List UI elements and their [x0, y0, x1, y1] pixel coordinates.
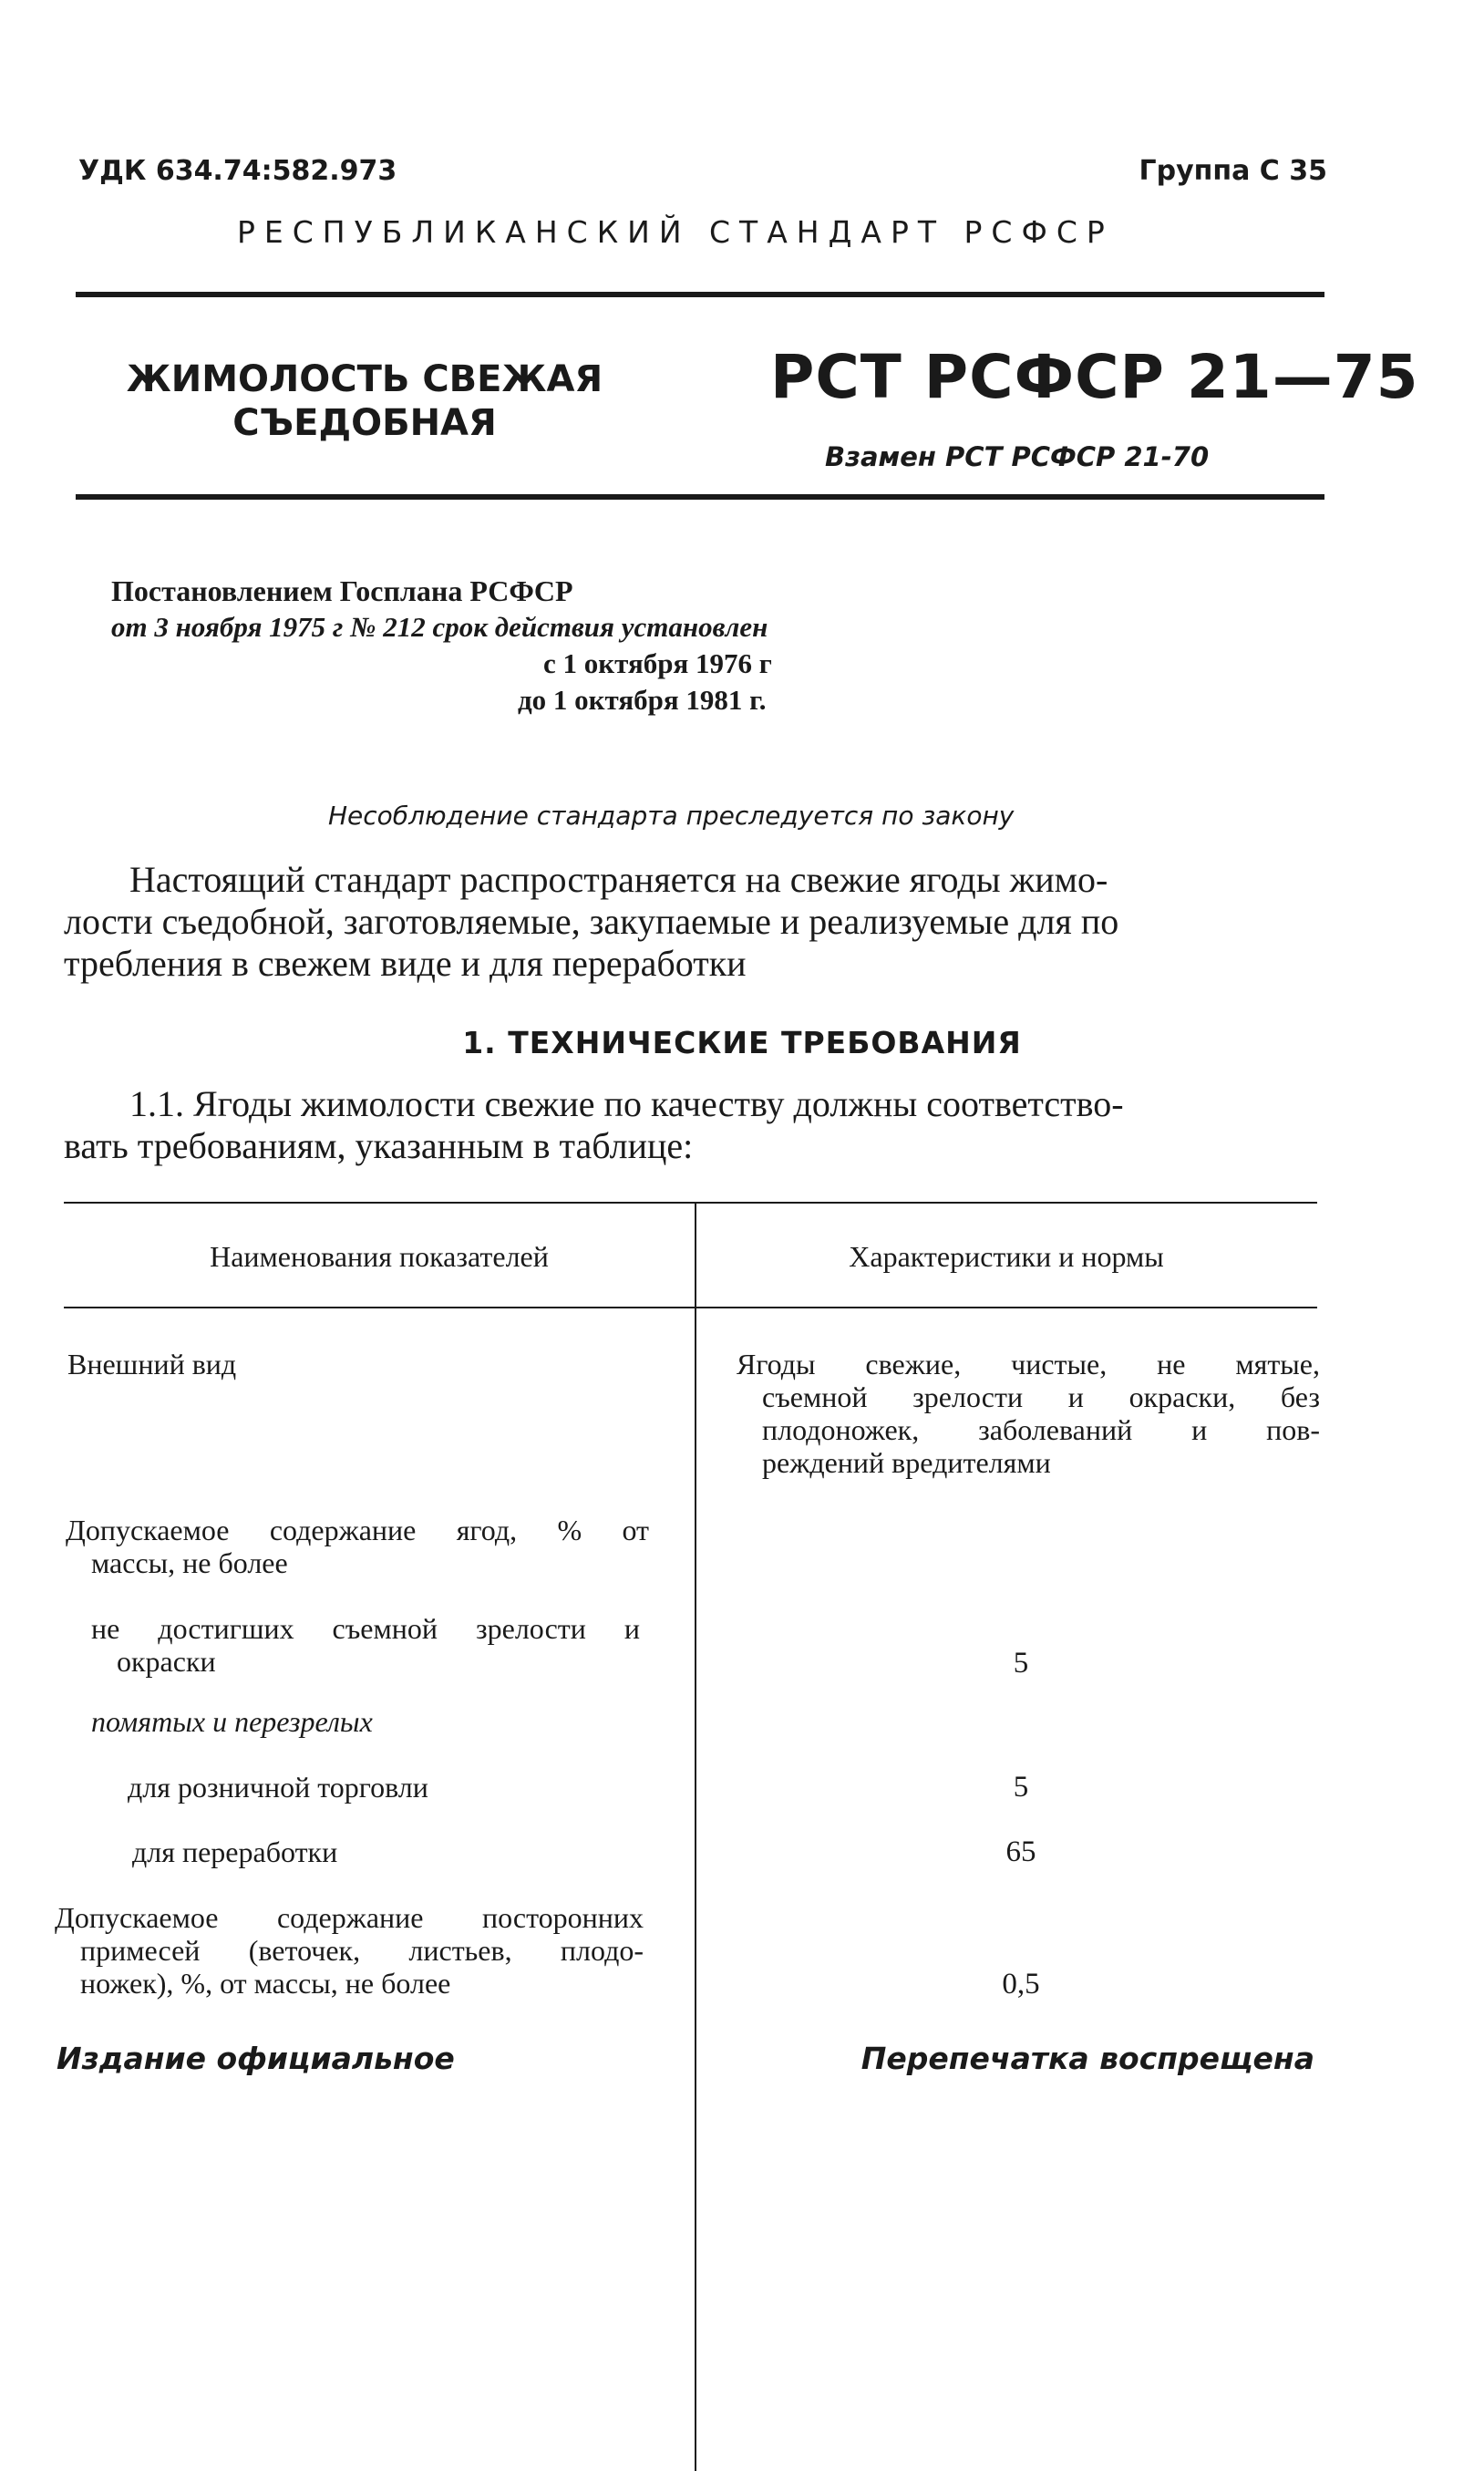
republic-standard-label: РЕСПУБЛИКАНСКИЙ СТАНДАРТ РСФСР — [237, 214, 1114, 250]
section-line-2: вать требованиям, указанным в таблице: — [64, 1125, 694, 1166]
law-notice: Несоблюдение стандарта преследуется по закону — [328, 801, 1015, 831]
title-line-2: СЪЕДОБНАЯ — [232, 402, 497, 444]
intro-line-2: лости съедобной, заготовляемые, закупаемые и реализуемые для по — [64, 901, 1119, 942]
decree-line-4: до 1 октября 1981 г. — [518, 684, 767, 716]
standard-code: РСТ РСФСР 21—75 — [770, 342, 1419, 412]
row-appearance-value — [737, 1348, 1320, 1479]
appearance-value-line-1: Ягоды свежие, чистые, не мятые, — [737, 1348, 1320, 1380]
row-impurities-value: 0,5 — [1002, 1968, 1040, 2001]
top-rule — [76, 292, 1324, 297]
impurities-line-1: Допускаемое содержание посторонних — [55, 1901, 644, 1934]
section-line-1: 1.1. Ягоды жимолости свежие по качеству должны соответство- — [129, 1083, 1124, 1124]
table-header-indicators: Наименования показателей — [210, 1240, 549, 1273]
impurities-line-2: примесей (веточек, листьев, плодо- — [80, 1934, 644, 1967]
row-processing-value: 65 — [1005, 1835, 1036, 1868]
unripe-line-1: не достигших съемной зрелости и — [91, 1612, 640, 1645]
table-top-rule — [64, 1202, 1317, 1204]
intro-line-1: Настоящий стандарт распространяется на свежие ягоды жимо- — [129, 859, 1108, 900]
row-appearance-name: Внешний вид — [67, 1348, 237, 1380]
group-code: Группа С 35 — [1139, 155, 1327, 187]
appearance-value-line-4: реждений вредителями — [762, 1446, 1051, 1479]
row-retail-value: 5 — [1013, 1771, 1029, 1804]
appearance-value-line-2: съемной зрелости и окраски, без — [762, 1380, 1320, 1413]
table-header-norms: Характеристики и нормы — [849, 1240, 1164, 1273]
table-header-rule — [64, 1307, 1317, 1308]
intro-line-3: требления в свежем виде и для переработки — [64, 943, 747, 984]
row-crushed-name: помятых и перезрелых — [91, 1705, 373, 1738]
title-line-1: ЖИМОЛОСТЬ СВЕЖАЯ — [126, 358, 603, 400]
unripe-line-2: окраски — [117, 1645, 216, 1678]
row-retail-name: для розничной торговли — [128, 1771, 428, 1804]
impurities-line-3: ножек), %, от массы, не более — [80, 1967, 451, 2000]
bottom-rule — [76, 494, 1324, 500]
row-unripe-name — [91, 1612, 640, 1678]
footer-reprint-prohibited: Перепечатка воспрещена — [861, 2041, 1314, 2076]
row-processing-name: для переработки — [132, 1835, 338, 1868]
row-allowed-berries-name — [66, 1514, 649, 1579]
section-heading: 1. ТЕХНИЧЕСКИЕ ТРЕБОВАНИЯ — [462, 1025, 1022, 1060]
intro-paragraph — [64, 859, 1331, 985]
allowed-berries-line-2: массы, не более — [91, 1546, 288, 1579]
decree-line-2: от 3 ноября 1975 г № 212 срок действия установлен — [111, 611, 768, 643]
table-column-divider — [695, 1204, 696, 2471]
section-paragraph — [64, 1083, 1331, 1167]
udk-code: УДК 634.74:582.973 — [78, 155, 397, 187]
decree-line-3: с 1 октября 1976 г — [543, 647, 772, 679]
allowed-berries-line-1: Допускаемое содержание ягод, % от — [66, 1514, 649, 1546]
footer-official-edition: Издание официальное — [57, 2041, 455, 2076]
standard-title — [119, 357, 611, 445]
row-unripe-value: 5 — [1013, 1647, 1029, 1680]
replaces-standard: Взамен РСТ РСФСР 21-70 — [825, 441, 1210, 472]
appearance-value-line-3: плодоножек, заболеваний и пов- — [762, 1413, 1320, 1446]
row-impurities-name — [55, 1901, 644, 2000]
decree-line-1: Постановлением Госплана РСФСР — [111, 574, 573, 607]
